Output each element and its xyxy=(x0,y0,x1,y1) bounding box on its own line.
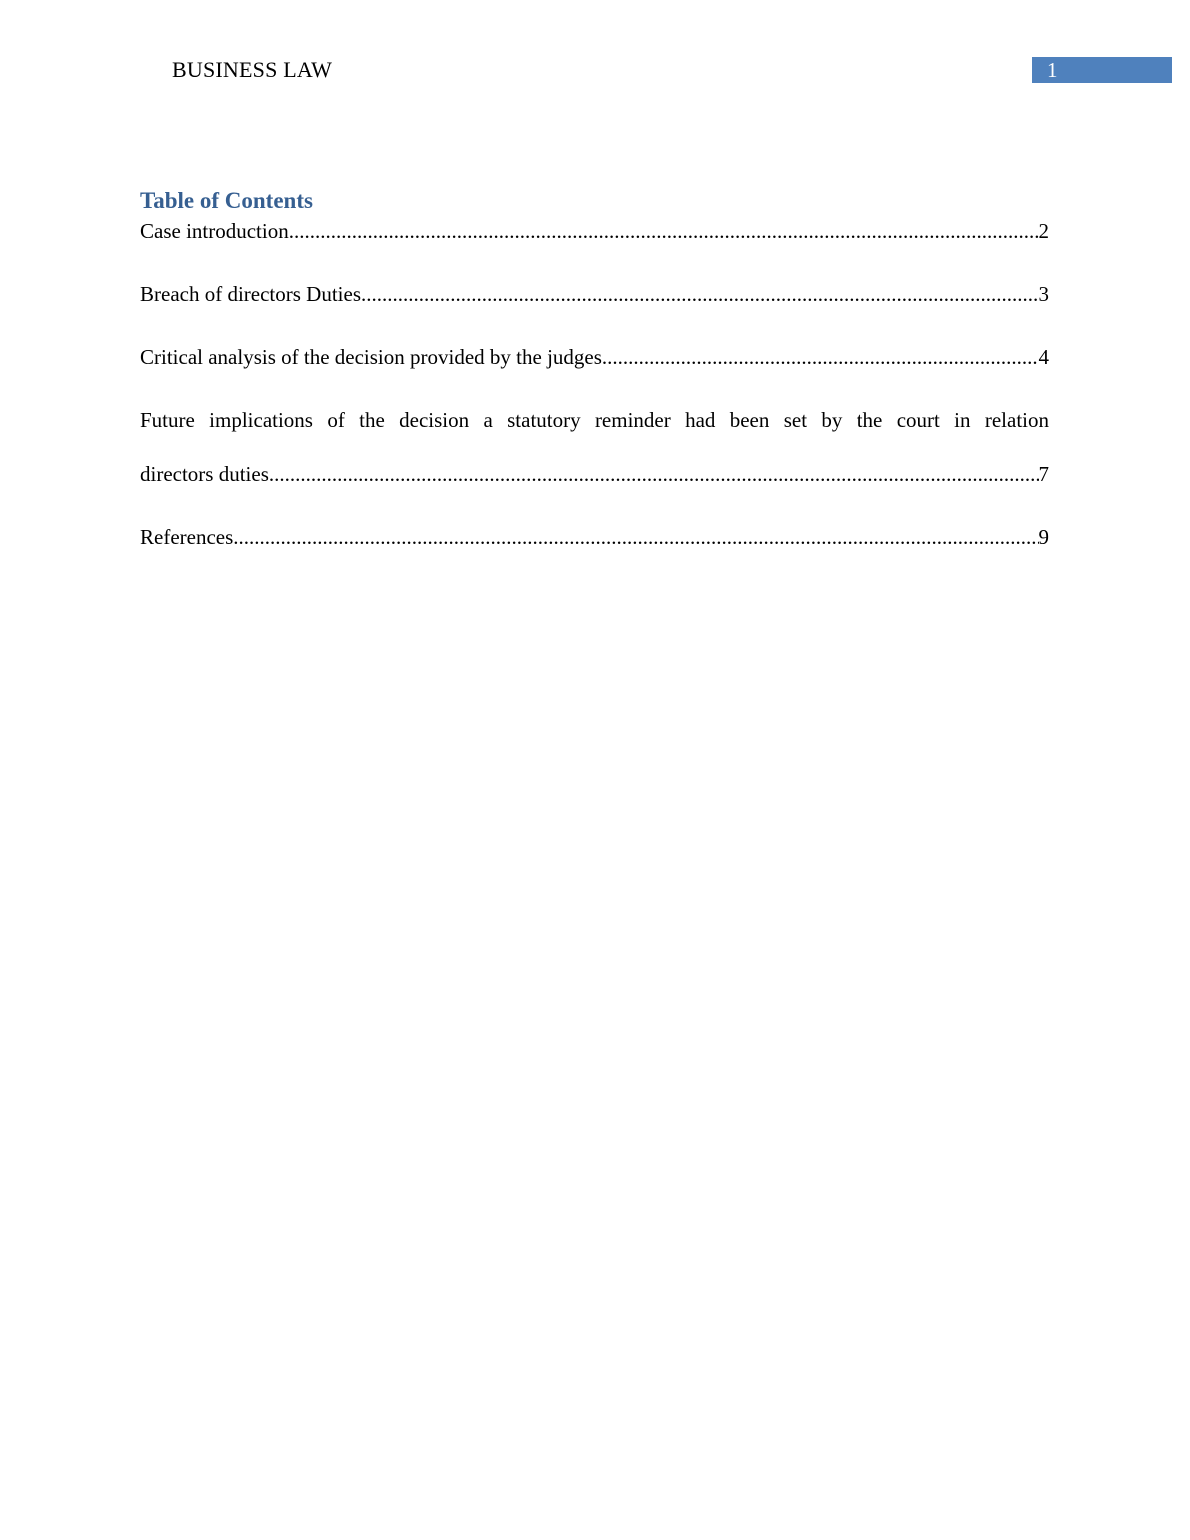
toc-entry-references[interactable] xyxy=(140,522,1049,552)
toc-entry-title: Critical analysis of the decision provided by the judges xyxy=(140,345,602,369)
toc-dot-leader xyxy=(269,459,1039,489)
toc-entry-page: 3 xyxy=(1038,282,1049,306)
toc-entry-page: 9 xyxy=(1038,525,1049,549)
toc-entry-title: Breach of directors Duties xyxy=(140,282,362,306)
toc-entry-breach-of-directors-duties[interactable] xyxy=(140,279,1049,309)
table-of-contents xyxy=(140,186,1049,552)
toc-entry-critical-analysis[interactable] xyxy=(140,342,1049,372)
page-number-badge xyxy=(1032,57,1172,83)
toc-dot-leader xyxy=(361,279,1038,309)
toc-dot-leader xyxy=(289,216,1039,246)
page-number: 1 xyxy=(1047,58,1058,82)
toc-heading: Table of Contents xyxy=(140,188,313,213)
toc-entry-page: 4 xyxy=(1038,345,1049,369)
toc-entry-title: Case introduction xyxy=(140,219,289,243)
toc-entry-page: 7 xyxy=(1038,462,1049,486)
toc-entry-title-line1: Future implications of the decision a statutory reminder had been set by the court in relation xyxy=(140,408,1049,432)
toc-entry-title-line2: directors duties xyxy=(140,462,269,486)
header-title: BUSINESS LAW xyxy=(172,57,333,82)
toc-entry-future-implications[interactable] xyxy=(140,405,1049,489)
toc-dot-leader xyxy=(602,342,1039,372)
toc-entry-title: References xyxy=(140,525,234,549)
toc-dot-leader xyxy=(233,522,1038,552)
toc-entry-page: 2 xyxy=(1038,219,1049,243)
toc-entry-case-introduction[interactable] xyxy=(140,216,1049,246)
